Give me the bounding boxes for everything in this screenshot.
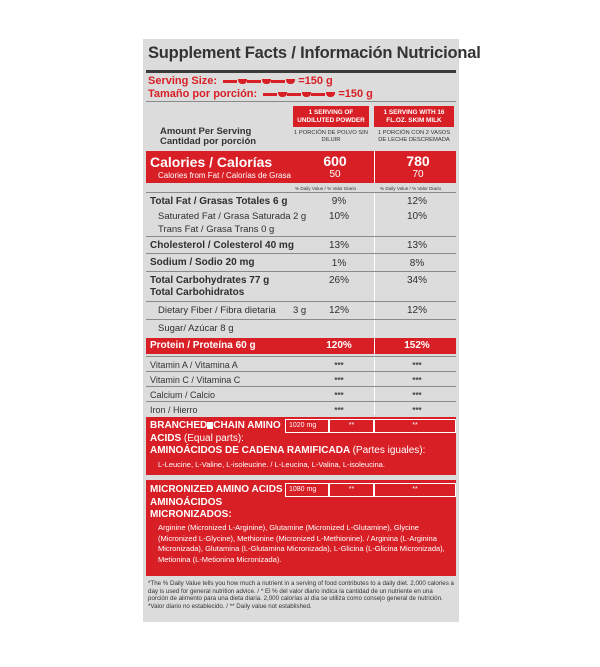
- calories-from-fat-label: Calories from Fat / Calorías de Grasa: [158, 171, 291, 180]
- bcaa-heading-1: [150, 420, 281, 432]
- vitamin-row-label: Iron / Hierro: [150, 405, 198, 415]
- vitamin-row-dv-powder: ***: [334, 406, 344, 415]
- divider: [146, 101, 456, 102]
- column-separator: [374, 193, 375, 337]
- cholesterol-dv-powder: 13%: [328, 240, 349, 251]
- divider: [146, 253, 456, 254]
- calories-value-powder: 600: [323, 153, 347, 169]
- micronized-list: Arginine (Micronized L-Arginine), Glutamine (Micronized L-Glutamine), Glycine (Micronized L-Glycine), Methionine (Micronized L-Methionine). / Arginina (L-Arginina Micronizada), Glutamina (L-Glutamina Micronizada), L-Glicina (L-Glicina Micronizada), Metionina (L-Metionina Micronizada).: [158, 523, 445, 564]
- divider: [146, 192, 456, 193]
- bcaa-heading-2: [150, 433, 244, 445]
- footnote: *The % Daily Value tells you how much a nutrient in a serving of food contributes to a daily diet. 2,000 calories a day is used for general nutrition advice. / * El % del valor diario indica la cantidad de un nutriente en una porción de alimento para una dieta diaria. 2,000 calorías al día se utiliza como consejo general de nutrición. *Valor diario no establecido. / ** Daily value not established.: [148, 580, 454, 610]
- dietary-fiber-label: Dietary Fiber / Fibra dietaria: [158, 305, 276, 316]
- cantidad-por-porcion: Cantidad por porción: [160, 136, 257, 147]
- portion-size-label: Tamaño por porción:: [148, 88, 258, 100]
- total-carbs-dv-milk: 34%: [406, 275, 427, 286]
- bcaa-heading-text: CHAIN AMINO: [213, 420, 281, 431]
- bcaa-amount-box: [285, 419, 329, 433]
- divider: [146, 236, 456, 237]
- total-fat-dv-milk: 12%: [406, 196, 427, 207]
- vitamin-row-dv-powder: ***: [334, 361, 344, 370]
- divider: [146, 371, 456, 372]
- bcaa-list: L-Leucine, L-Valine, L-isoleucine. / L-Leucina, L-Valina, L-isoleucina.: [158, 460, 385, 469]
- amount-per-serving: Amount Per Serving: [160, 126, 252, 137]
- total-carbs-label: Total Carbohydrates 77 g: [150, 275, 270, 286]
- column-sub-milk: 1 PORCIÓN CON 2 VASOS DE LECHE DESCREMADA: [377, 130, 451, 143]
- dietary-fiber-dv-milk: 12%: [406, 305, 427, 316]
- vitamin-row-dv-powder: ***: [334, 391, 344, 400]
- micronized-amount-box: [285, 483, 329, 497]
- total-carbs-dv-powder: 26%: [328, 275, 349, 286]
- saturated-fat-dv-powder: 10%: [328, 211, 349, 222]
- dv-note-powder: % Daily Value / % Valor Diario: [295, 186, 357, 191]
- title-divider: [146, 70, 456, 73]
- serving-size-label: Serving Size:: [148, 75, 218, 87]
- total-carbs-label-es: Total Carbohidratos: [150, 287, 245, 298]
- micronized-dv-powder: **: [329, 483, 374, 497]
- sodium-dv-milk: 8%: [409, 258, 425, 269]
- fat-calories-value-milk: 70: [412, 169, 424, 180]
- serving-size-value: =150 g: [298, 75, 333, 87]
- saturated-fat-dv-milk: 10%: [406, 211, 427, 222]
- micronized-heading-1: MICRONIZED AMINO ACIDS: [150, 484, 283, 495]
- saturated-fat-label: Saturated Fat / Grasa Saturada: [158, 211, 291, 222]
- portion-size-value: =150 g: [338, 88, 373, 100]
- saturated-fat-amount: 2 g: [293, 211, 307, 222]
- vitamin-row-label: Calcium / Calcio: [150, 390, 216, 400]
- bcaa-heading-3: [150, 445, 425, 457]
- total-fat-label: Total Fat / Grasas Totales 6 g: [150, 196, 288, 207]
- divider: [146, 356, 456, 357]
- column-sub-powder: 1 PORCIÓN DE POLVO SIN DILUIR: [294, 130, 368, 143]
- vitamin-row-label: Vitamin C / Vitamina C: [150, 375, 241, 385]
- sodium-label: Sodium / Sodio 20 mg: [150, 257, 255, 268]
- calories-label: Calories / Calorías: [150, 154, 273, 170]
- scoop-icon: [263, 88, 335, 100]
- column-separator: [374, 338, 375, 354]
- bcaa-heading-note: (Partes iguales):: [352, 445, 426, 456]
- bcaa-dv-powder: **: [329, 419, 374, 433]
- cholesterol-dv-milk: 13%: [406, 240, 427, 251]
- divider: [146, 301, 456, 302]
- divider: [146, 319, 456, 320]
- micronized-heading-2: AMINOÁCIDOS: [150, 497, 223, 508]
- bcaa-heading-text: BRANCHED: [150, 420, 208, 431]
- column-header-milk: 1 SERVING WITH 16 FL.OZ. SKIM MILK: [374, 106, 454, 127]
- vitamin-row-dv-milk: ***: [412, 391, 422, 400]
- micronized-heading-3: MICRONIZADOS:: [150, 509, 232, 520]
- bcaa-hyphen-chip: -: [207, 422, 213, 429]
- micronized-amount: 1080 mg: [289, 486, 317, 493]
- vitamin-row-dv-milk: ***: [412, 361, 422, 370]
- protein-dv-milk: 152%: [404, 340, 430, 351]
- panel-title: Supplement Facts / Información Nutricional: [148, 44, 481, 62]
- dietary-fiber-amount: 3 g: [293, 305, 307, 316]
- vitamin-row-label: Vitamin A / Vitamina A: [150, 360, 238, 370]
- bcaa-dv-milk: **: [374, 419, 456, 433]
- bcaa-amount: 1020 mg: [289, 422, 317, 429]
- cholesterol-label: Cholesterol / Colesterol 40 mg: [150, 240, 294, 251]
- divider: [146, 401, 456, 402]
- trans-fat-label: Trans Fat / Grasa Trans 0 g: [158, 224, 275, 235]
- bcaa-heading-text: ACIDS: [150, 433, 182, 444]
- column-header-powder: 1 SERVING OF UNDILUTED POWDER: [293, 106, 369, 127]
- vitamin-row-dv-powder: ***: [334, 376, 344, 385]
- dietary-fiber-dv-powder: 12%: [328, 305, 349, 316]
- dv-note-milk: % Daily Value / % Valor Diario: [380, 186, 442, 191]
- protein-label: Protein / Proteína 60 g: [150, 340, 256, 351]
- portion-size: [148, 88, 373, 100]
- divider: [146, 271, 456, 272]
- vitamin-row-dv-milk: ***: [412, 376, 422, 385]
- column-separator: [374, 355, 375, 415]
- calories-value-milk: 780: [406, 153, 430, 169]
- serving-size: [148, 75, 333, 87]
- divider: [146, 386, 456, 387]
- bcaa-heading-text: AMINOÁCIDOS DE CADENA RAMIFICADA: [150, 445, 350, 456]
- vitamin-row-dv-milk: ***: [412, 406, 422, 415]
- divider: [374, 151, 375, 183]
- total-fat-dv-powder: 9%: [331, 196, 347, 207]
- micronized-dv-milk: **: [374, 483, 456, 497]
- protein-dv-powder: 120%: [326, 340, 352, 351]
- bcaa-heading-note: (Equal parts):: [183, 433, 244, 444]
- scoop-icon: [223, 75, 295, 87]
- fat-calories-value-powder: 50: [329, 169, 341, 180]
- sodium-dv-powder: 1%: [331, 258, 347, 269]
- sugar-label: Sugar/ Azúcar 8 g: [158, 323, 234, 334]
